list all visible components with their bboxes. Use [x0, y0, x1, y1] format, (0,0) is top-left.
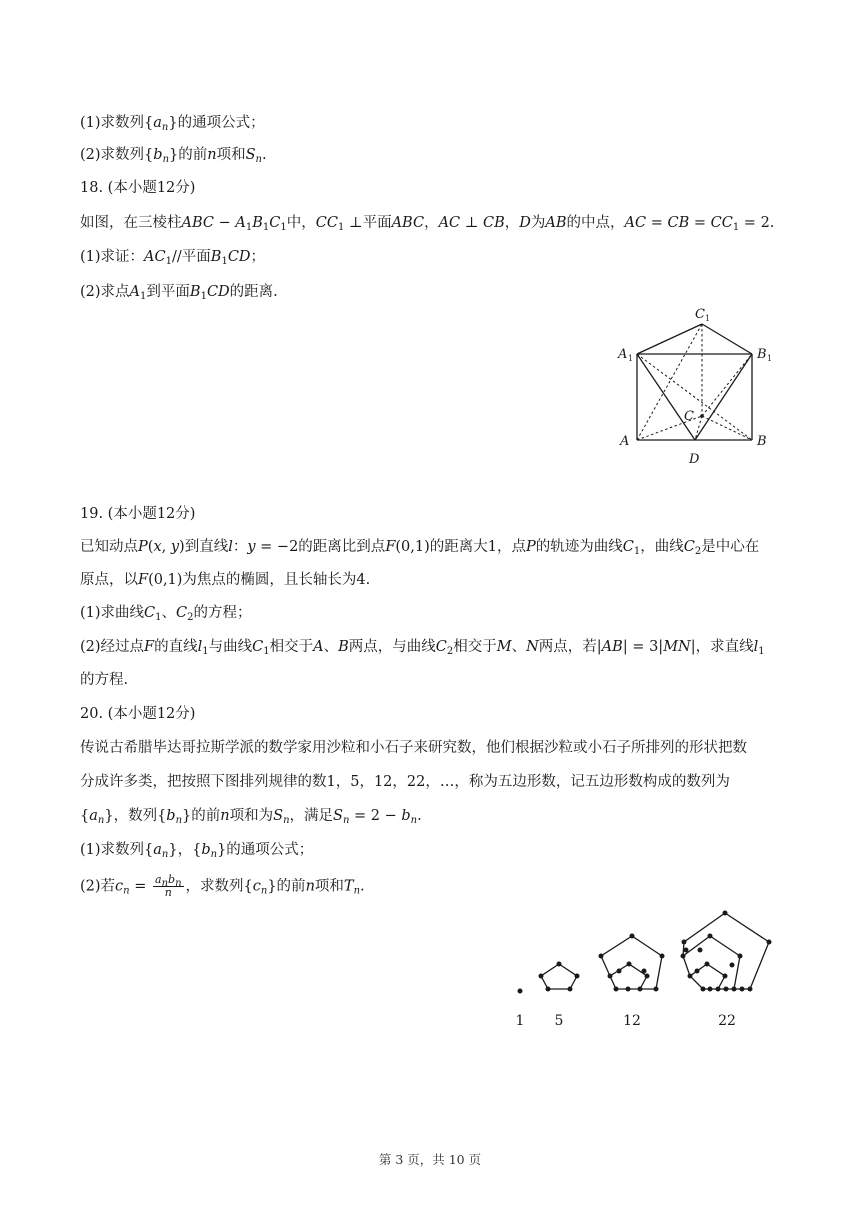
q19-part2-line2: 的方程. — [80, 672, 129, 688]
prism-figure — [612, 298, 782, 470]
q18-part2: (2)求点$A_1$到平面$B_1CD$的距离. — [80, 284, 278, 302]
label-5: 5 — [554, 1013, 564, 1029]
svg-text:1: 1 — [705, 314, 711, 323]
q19-part1: (1)求曲线$C_1$、$C_2$的方程； — [80, 605, 252, 623]
label-B: B — [757, 434, 767, 449]
q17-part1: (1)求数列$\{a_n\}$的通项公式； — [80, 115, 265, 133]
label-C: C — [684, 409, 694, 424]
q18-stem: 如图，在三棱柱ABC − $A_1B_1C_1$中，$CC_1$ ⊥平面ABC，AC ⊥ CB，D为AB的中点，AC = CB = $CC_1 = 2$. — [80, 215, 775, 233]
q19-part2-line1: (2)经过点F的直线$l_1$与曲线$C_1$相交于A、B两点，与曲线$C_2$相交于M、N两点，若|AB| = 3|MN|，求直线$l_1$ — [80, 639, 765, 657]
label-A1: A — [618, 347, 628, 362]
label-A: A — [620, 434, 630, 449]
label-C1: C — [695, 307, 705, 322]
q18-part1: (1)求证：$AC_1//$平面$B_1CD$； — [80, 249, 266, 267]
label-22: 22 — [718, 1013, 736, 1029]
q20-stem-line1: 传说古希腊毕达哥拉斯学派的数学家用沙粒和小石子来研究数，他们根据沙粒或小石子所排列的形状把数 — [80, 740, 747, 756]
q18-header: 18. (本小题12分) — [80, 180, 196, 196]
q17-part2: (2)求数列$\{b_n\}$的前n项和$S_n$. — [80, 147, 267, 165]
label-1: 1 — [515, 1013, 525, 1029]
pentagonal-figure — [500, 905, 790, 1035]
q19-stem-line2: 原点，以F(0,1)为焦点的椭圆，且长轴长为4. — [80, 572, 371, 588]
svg-text:1: 1 — [767, 354, 773, 363]
page-footer: 第 3 页，共 10 页 — [378, 1152, 482, 1167]
q20-stem-line3: $\{a_n\}$，数列$\{b_n\}$的前n项和为$S_n$，满足$S_n = 2 - b_n$. — [80, 808, 422, 826]
q20-stem-line2: 分成许多类，把按照下图排列规律的数1，5，12，22，…，称为五边形数，记五边形数构成的数列为 — [80, 774, 730, 790]
label-12: 12 — [623, 1013, 641, 1029]
svg-text:1: 1 — [628, 354, 634, 363]
q20-header: 20. (本小题12分) — [80, 706, 196, 722]
q19-stem-line1: 已知动点P(x, y)到直线l：y = −2的距离比到点F(0,1)的距离大1，点P的轨迹为曲线$C_1$，曲线$C_2$是中心在 — [80, 539, 760, 557]
q19-header: 19. (本小题12分) — [80, 506, 196, 522]
label-B1: B — [757, 347, 767, 362]
q20-part1: (1)求数列$\{a_n\}$，$\{b_n\}$的通项公式； — [80, 842, 314, 860]
label-D: D — [689, 452, 700, 467]
q20-part2: (2)若$c_n$ = $\frac{a_nb_n}{n}$ ，求数列$\{c_n\}$的前n项和$T_n$. — [80, 873, 365, 899]
